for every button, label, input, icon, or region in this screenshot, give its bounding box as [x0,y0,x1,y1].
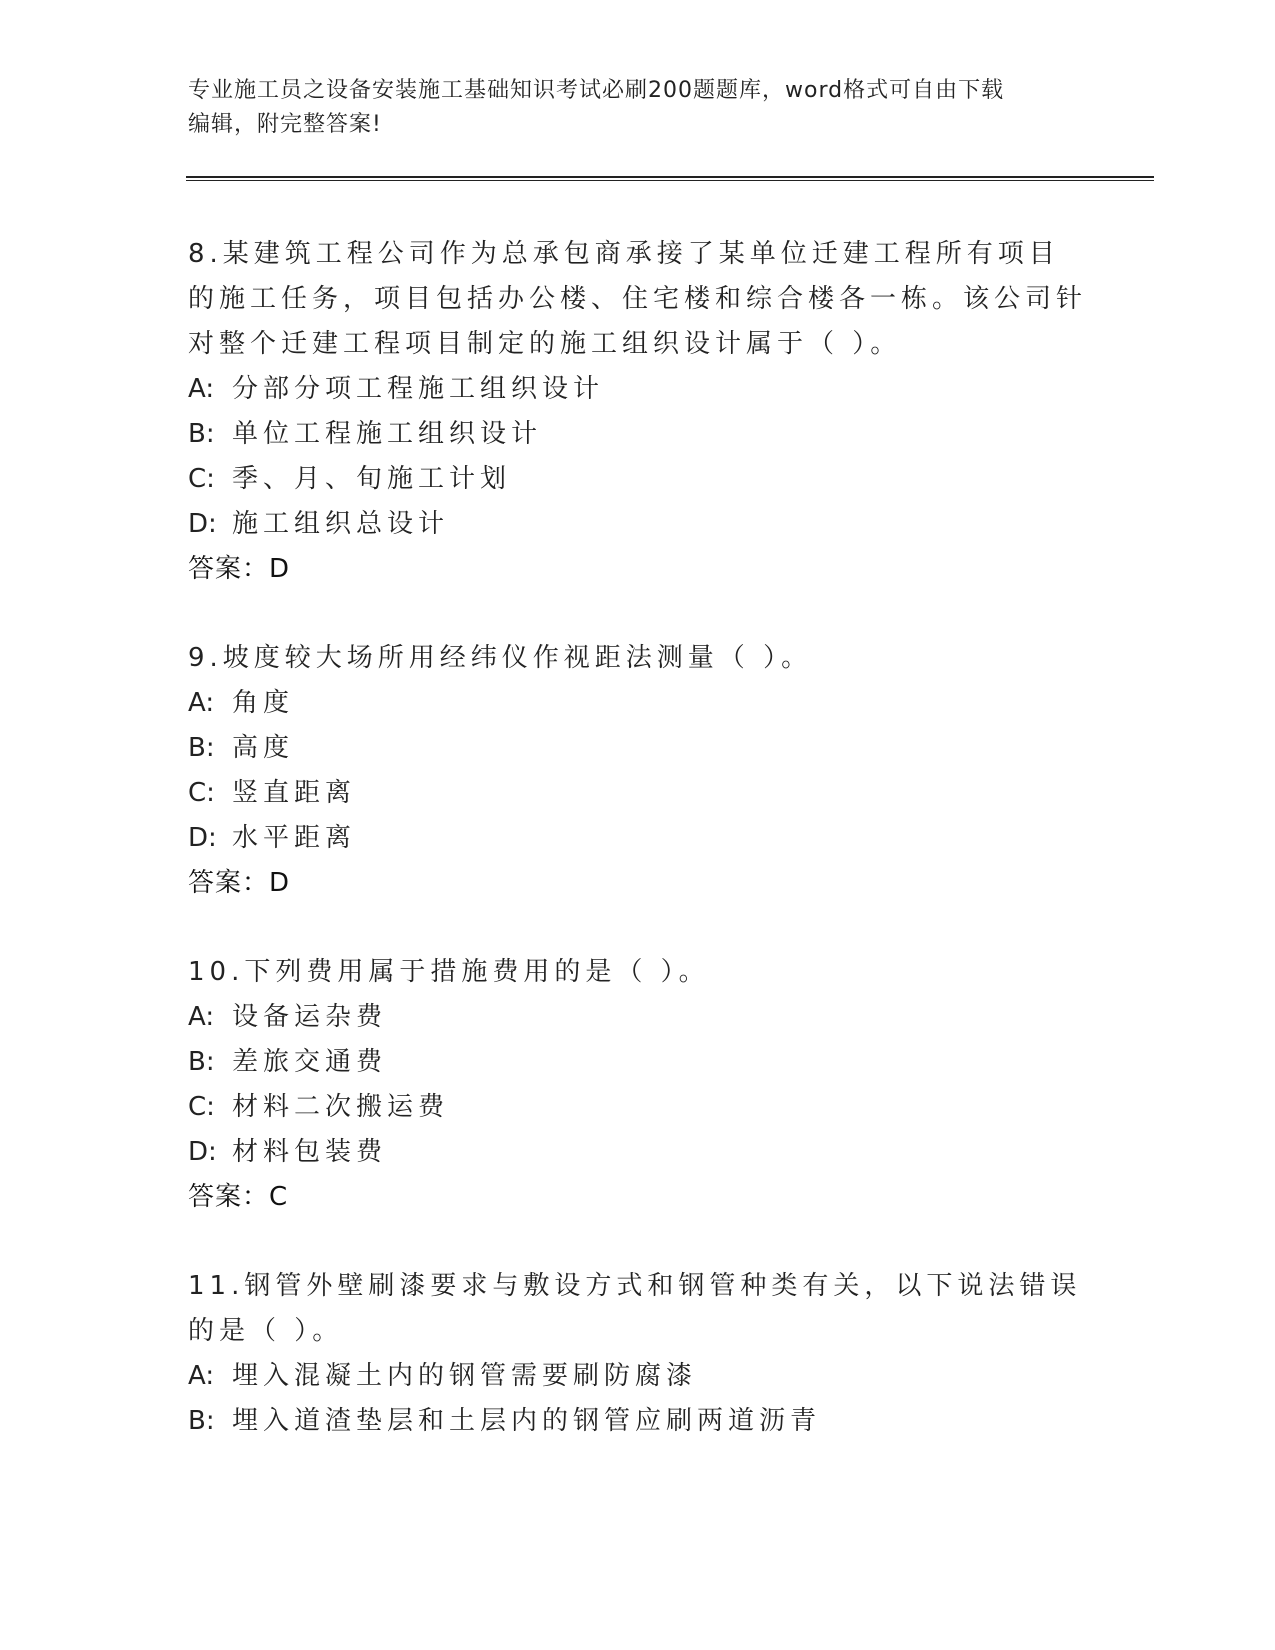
option-key: C: [188,464,215,494]
option-text: 分部分项工程施工组织设计 [232,374,605,404]
option-key: B: [188,1047,215,1077]
question-list [188,232,1088,1488]
option-a [188,681,1088,726]
header-line-2: 编辑，附完整答案! [188,112,382,137]
question-stem: 8.某建筑工程公司作为总承包商承接了某单位迁建工程所有项目的施工任务，项目包括办公楼、住宅楼和综合楼各一栋。该公司针对整个迁建工程项目制定的施工组织设计属于（ ）。 [188,239,1088,359]
option-c [188,771,1088,816]
option-key: D: [188,509,217,539]
option-key: B: [188,733,215,763]
option-text: 埋入混凝土内的钢管需要刷防腐漆 [232,1361,698,1391]
option-text: 差旅交通费 [232,1047,388,1077]
question-9 [188,636,1088,906]
option-key: B: [188,1406,215,1436]
option-text: 单位工程施工组织设计 [232,419,543,449]
option-text: 设备运杂费 [232,1002,388,1032]
option-text: 角度 [232,688,295,718]
option-text: 高度 [232,733,295,763]
option-key: C: [188,778,215,808]
option-c [188,1085,1088,1130]
option-key: D: [188,1137,217,1167]
question-11 [188,1264,1088,1444]
option-key: A: [188,688,215,718]
option-key: A: [188,374,215,404]
option-d [188,1130,1088,1175]
option-text: 埋入道渣垫层和土层内的钢管应刷两道沥青 [232,1406,822,1436]
option-b [188,726,1088,771]
option-b [188,412,1088,457]
option-d [188,816,1088,861]
answer-line: 答案：C [188,1182,289,1212]
header-line-1: 专业施工员之设备安装施工基础知识考试必刷200题题库，word格式可自由下载 [188,78,1005,103]
option-b [188,1040,1088,1085]
answer-line: 答案：D [188,554,291,584]
option-text: 季、月、旬施工计划 [232,464,512,494]
option-text: 水平距离 [232,823,357,853]
option-key: A: [188,1002,215,1032]
option-a [188,1354,1088,1399]
option-a [188,995,1088,1040]
document-header [188,74,1088,142]
question-10 [188,950,1088,1220]
question-stem: 9.坡度较大场所用经纬仪作视距法测量（ ）。 [188,643,813,673]
option-b [188,1399,1088,1444]
option-text: 施工组织总设计 [232,509,450,539]
question-stem: 10.下列费用属于措施费用的是（ ）。 [188,957,710,987]
option-text: 材料二次搬运费 [232,1092,450,1122]
answer-line: 答案：D [188,868,291,898]
question-8 [188,232,1088,592]
option-text: 材料包装费 [232,1137,388,1167]
option-key: D: [188,823,217,853]
option-key: B: [188,419,215,449]
option-key: C: [188,1092,215,1122]
option-text: 竖直距离 [232,778,357,808]
header-divider [186,176,1154,181]
option-key: A: [188,1361,215,1391]
option-a [188,367,1088,412]
option-d [188,502,1088,547]
question-stem: 11.钢管外壁刷漆要求与敷设方式和钢管种类有关，以下说法错误的是（ ）。 [188,1271,1082,1346]
option-c [188,457,1088,502]
